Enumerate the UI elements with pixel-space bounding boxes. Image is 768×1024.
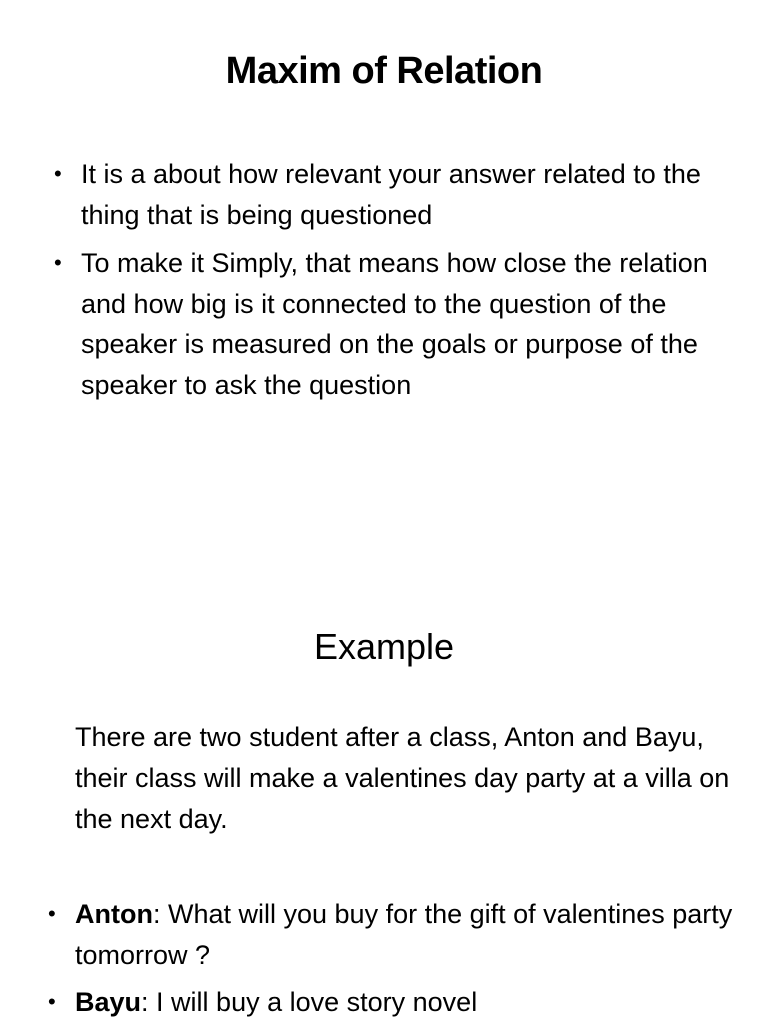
speaker-separator: :	[141, 987, 149, 1017]
dialogue-text: What will you buy for the gift of valentines party tomorrow ?	[75, 899, 733, 970]
bullet-icon: •	[48, 901, 56, 926]
speaker-name: Anton	[75, 899, 153, 929]
bullet-icon: •	[48, 989, 56, 1014]
bullet-list	[54, 154, 731, 405]
slide-example	[0, 512, 768, 1024]
bullet-icon: •	[54, 161, 62, 186]
bullet-item	[54, 154, 731, 235]
speaker-separator: :	[152, 899, 161, 929]
slide-title: Example	[313, 626, 455, 667]
speaker-name: Bayu	[75, 987, 142, 1017]
dialogue-line	[48, 982, 735, 1023]
bullet-icon: •	[54, 250, 62, 275]
dialogue-list	[48, 894, 735, 1023]
dialogue-text: I will buy a love story novel	[148, 987, 478, 1017]
dialogue-line	[48, 894, 735, 975]
bullet-item	[54, 243, 731, 405]
bullet-text: It is a about how relevant your answer related to the thing that is being questioned	[81, 159, 701, 230]
scenario-paragraph: There are two student after a class, Anton and Bayu, their class will make a valentines day party at a villa on the next day.	[75, 722, 730, 834]
slide-title: Maxim of Relation	[225, 50, 543, 92]
bullet-text: To make it Simply, that means how close the relation and how big is it connected to the question of the speaker is measured on the goals or purpose of the speaker to ask the question	[81, 248, 708, 400]
